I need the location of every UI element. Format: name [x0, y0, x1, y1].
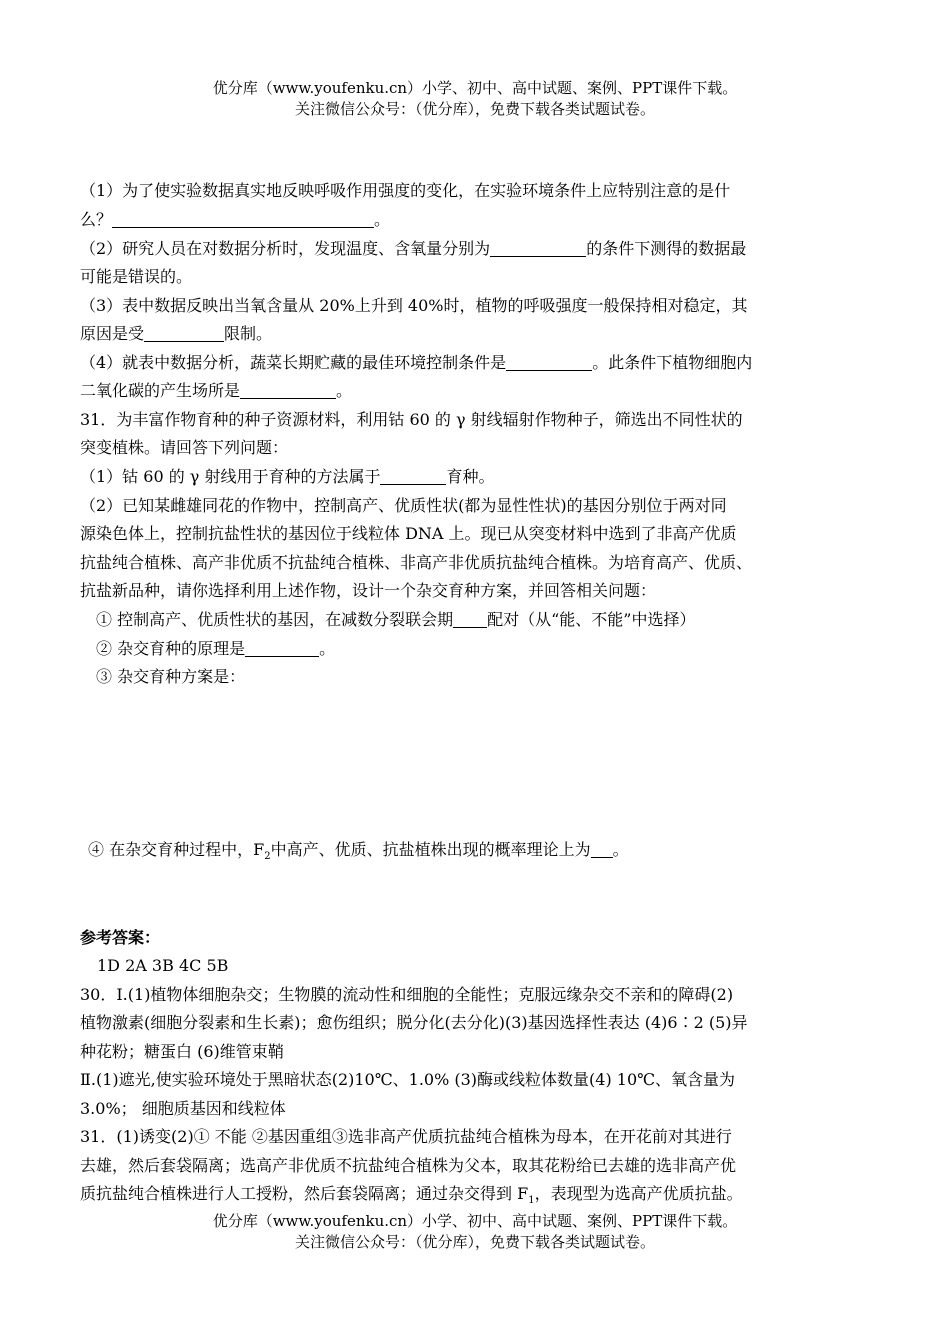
- answer-30-line4: Ⅱ.(1)遮光,使实验环境处于黑暗状态(2)10℃、1.0% (3)酶或线粒体数量(4) 10℃、氧含量为: [80, 1070, 736, 1089]
- q31-sub1-text: ① 控制高产、优质性状的基因，在减数分裂联会期: [96, 610, 454, 629]
- q30-part3-text-end: 限制。: [224, 324, 273, 343]
- q31-part1-text-end: 育种。: [446, 467, 495, 486]
- subscript: 1: [528, 1195, 535, 1207]
- q30-part3-text: 原因是受: [80, 324, 145, 343]
- answer-blank: [240, 382, 336, 399]
- q30-part4b-text-end: 。: [336, 381, 353, 400]
- q31-sub2: [96, 639, 896, 659]
- q31-sub2-text-end: 。: [319, 639, 336, 658]
- q31-sub4: [88, 840, 888, 867]
- q31-part1: [80, 467, 880, 487]
- q30-part1-line2: [80, 210, 880, 230]
- q30-part1-end: 。: [374, 210, 391, 229]
- q30-part2-text-end: 的条件下测得的数据最: [586, 239, 747, 258]
- q31-part2-line1: （2）已知某雌雄同花的作物中，控制高产、优质性状(都为显性性状)的基因分别位于两对同: [80, 496, 727, 515]
- answer-30-line5: 3.0%； 细胞质基因和线粒体: [80, 1099, 286, 1118]
- q30-part2-line2: 可能是错误的。: [80, 267, 193, 286]
- q30-part2-text: （2）研究人员在对数据分析时，发现温度、含氧量分别为: [80, 239, 491, 258]
- answers-title: 参考答案：: [80, 928, 161, 947]
- answer-blank: [591, 841, 613, 858]
- q30-part4b-text: 二氧化碳的产生场所是: [80, 381, 241, 400]
- answer-31-line3: [80, 1184, 880, 1211]
- q30-part4-line1: [80, 353, 880, 373]
- answers-multiple-choice: 1D 2A 3B 4C 5B: [97, 956, 229, 975]
- q30-part3-line1: （3）表中数据反映出当氧含量从 20%上升到 40%时，植物的呼吸强度一般保持相对稳定，其: [80, 296, 748, 315]
- header-line-1: 优分库（www.youfenku.cn）小学、初中、高中试题、案例、PPT课件下载。: [212, 79, 738, 97]
- footer-line-1: 优分库（www.youfenku.cn）小学、初中、高中试题、案例、PPT课件下载。: [212, 1212, 738, 1230]
- answer-blank: [144, 325, 224, 342]
- answer-31-line3-text: 质抗盐纯合植株进行人工授粉，然后套袋隔离；通过杂交得到 F: [80, 1184, 529, 1203]
- q31-intro-line1: 31．为丰富作物育种的种子资源材料，利用钴 60 的 γ 射线辐射作物种子，筛选出不同性状的: [80, 410, 743, 429]
- answer-31-line1: 31．(1)诱变(2)① 不能 ②基因重组③选非高产优质抗盐纯合植株为母本，在开花前对其进行: [80, 1127, 732, 1146]
- q30-part2-line1: [80, 239, 880, 259]
- answer-31-line2: 去雄，然后套袋隔离；选高产非优质不抗盐纯合植株为父本，取其花粉给已去雄的选非高产优: [80, 1156, 737, 1175]
- answer-30-line2: 植物激素(细胞分裂素和生长素)；愈伤组织；脱分化(去分化)(3)基因选择性表达 (4)6∶2 (5)异: [80, 1013, 748, 1032]
- answer-30-line3: 种花粉；糖蛋白 (6)维管束鞘: [80, 1042, 284, 1061]
- answer-blank: [245, 640, 319, 657]
- q30-part3-line2: [80, 324, 880, 344]
- q31-sub3: ③ 杂交育种方案是：: [96, 667, 246, 686]
- header-line-2: 关注微信公众号：（优分库），免费下载各类试题试卷。: [294, 100, 655, 118]
- q31-part2-line4: 抗盐新品种，请你选择利用上述作物，设计一个杂交育种方案，并回答相关问题：: [80, 581, 657, 600]
- q31-part2-line3: 抗盐纯合植株、高产非优质不抗盐纯合植株、非高产非优质抗盐纯合植株。为培育高产、优质、: [80, 553, 753, 572]
- subscript: 2: [264, 851, 271, 863]
- q30-part4-line2: [80, 381, 880, 401]
- answer-blank: [453, 611, 487, 628]
- answer-blank: [490, 240, 586, 257]
- q31-sub1-text-end: 配对（从“能、不能”中选择）: [487, 610, 696, 629]
- q30-part4-text: （4）就表中数据分析，蔬菜长期贮藏的最佳环境控制条件是: [80, 353, 507, 372]
- q31-part1-text: （1）钴 60 的 γ 射线用于育种的方法属于: [80, 467, 381, 486]
- q31-sub4-text-end: 。: [612, 840, 629, 859]
- answer-blank: [112, 211, 374, 228]
- q31-sub4-text-mid: 中高产、优质、抗盐植株出现的概率理论上为: [270, 840, 591, 859]
- q31-intro-line2: 突变植株。请回答下列问题：: [80, 438, 289, 457]
- q31-sub4-text: ④ 在杂交育种过程中，F: [88, 840, 265, 859]
- answer-blank: [380, 468, 446, 485]
- answer-30-line1: 30．Ⅰ.(1)植物体细胞杂交；生物膜的流动性和细胞的全能性；克服远缘杂交不亲和的障碍(2): [80, 985, 734, 1004]
- q30-part1-text: 么？: [80, 210, 113, 229]
- q31-sub2-text: ② 杂交育种的原理是: [96, 639, 246, 658]
- q31-sub1: [96, 610, 896, 630]
- q31-part2-line2: 源染色体上，控制抗盐性状的基因位于线粒体 DNA 上。现已从突变材料中选到了非高产优质: [80, 524, 737, 543]
- answer-31-line3-end: ，表现型为选高产优质抗盐。: [534, 1184, 743, 1203]
- q30-part1-line1: （1）为了使实验数据真实地反映呼吸作用强度的变化，在实验环境条件上应特别注意的是什: [80, 181, 731, 200]
- footer-line-2: 关注微信公众号：（优分库），免费下载各类试题试卷。: [294, 1233, 655, 1251]
- answer-blank: [506, 354, 592, 371]
- q30-part4-text-end: 。此条件下植物细胞内: [592, 353, 753, 372]
